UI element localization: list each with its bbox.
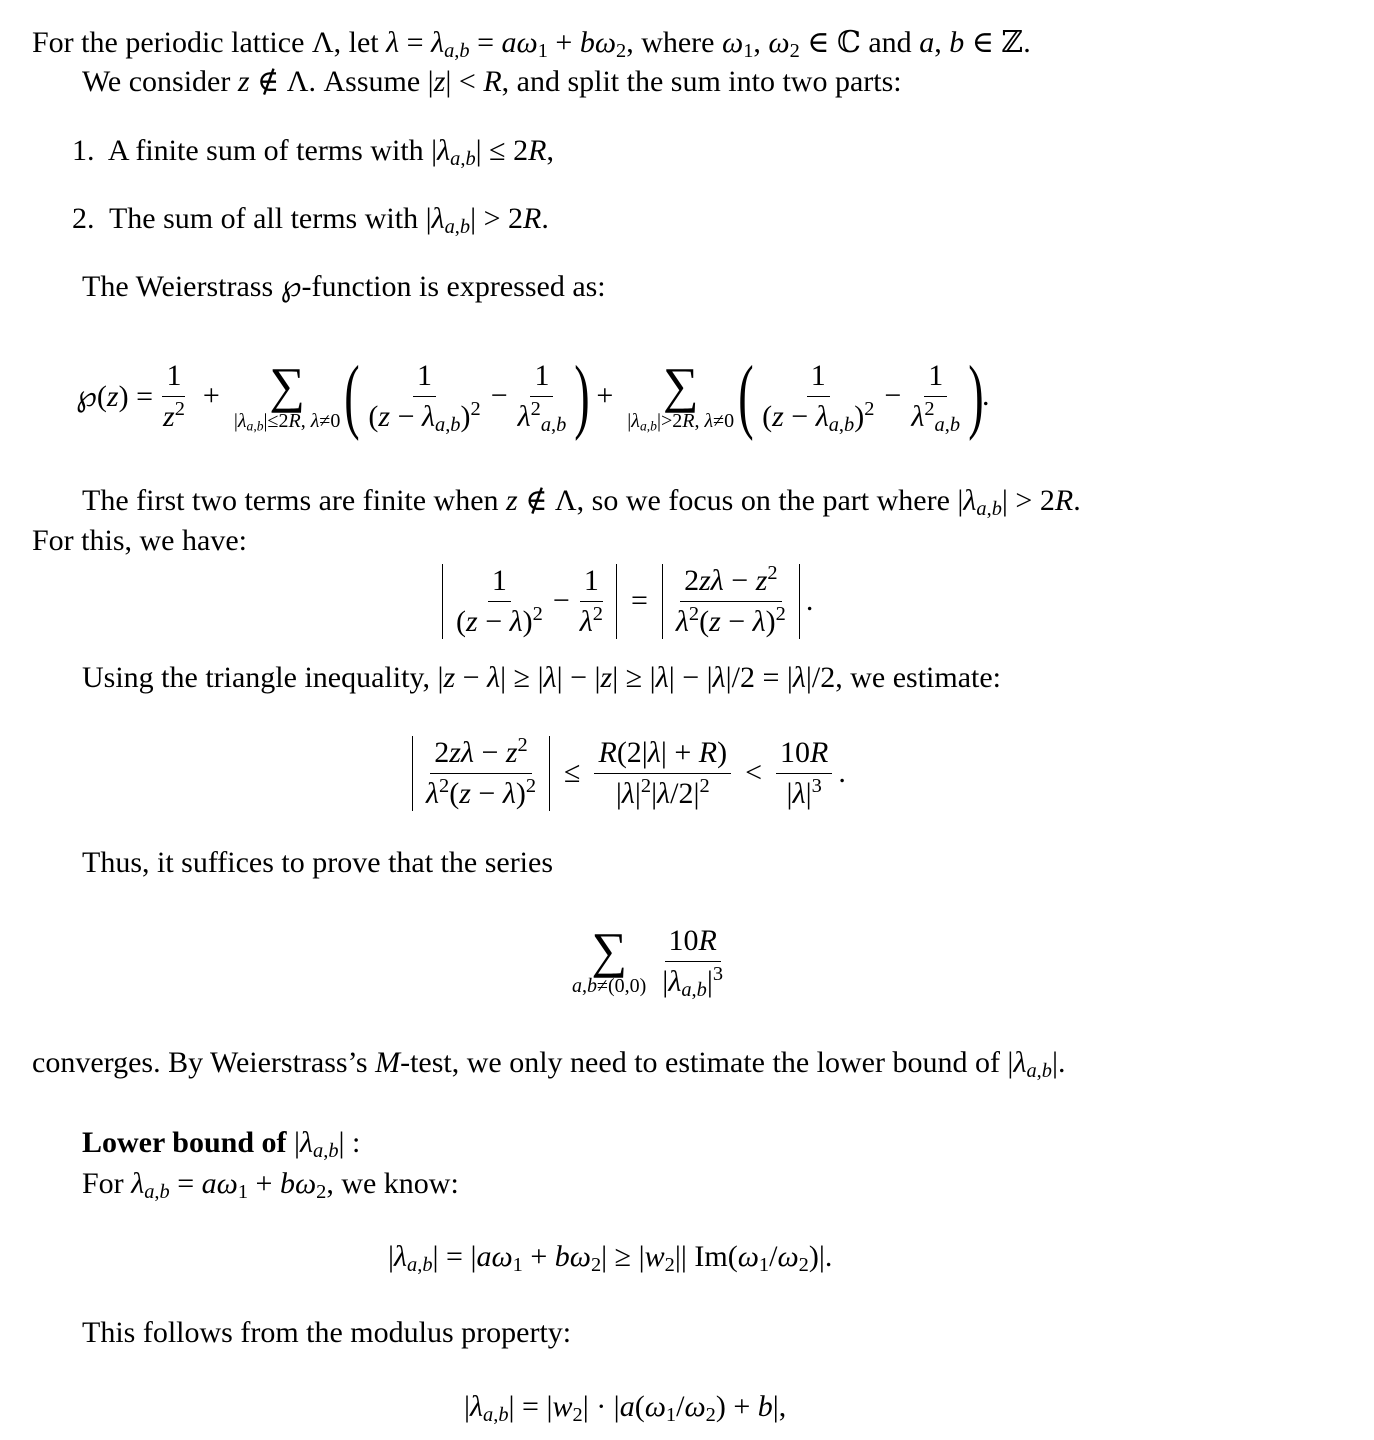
eq1-term2-frac: $\frac{1}{\lambda^2_{a,b}}$ — [517, 358, 567, 436]
equation-estimate: $\frac{2z\lambda - z^2}{\lambda^2(z - \lambda)^2}$ ≤ $\frac{R(2|\lambda| + R)}{|\lambda|^2|\lambda/2|^2}$ < $\frac{10R}{|\lambda|^3}$ . — [406, 728, 846, 818]
equation-modulus: $|\lambda_{a,b}| = |w_2| \cdot |a(\omega_1/\omega_2) + b|$, — [464, 1390, 787, 1427]
list-item-2: 2. The sum of all terms with $|\lambda_{a,b}| > 2R$. — [72, 202, 549, 239]
eq1-first-frac: $\frac{1}{z^2}$ — [163, 358, 185, 433]
thus-line: Thus, it suffices to prove that the series — [82, 846, 554, 879]
para1-line2: We consider z ∉ Λ. Assume |z| < R, and split the sum into two parts: — [82, 65, 902, 98]
equation-weierstrass-p: ℘(z) = $\frac{1}{z^2}$ + ∑ $|\lambda_{a,b}|\le 2R$, λ≠0 ( $\frac{1}{(z - \lambda_{a,b})^2}$ − $\frac{1}{\lambda^2_{a,b}}$ ) + ∑ $|\lambda_{a,b}|>2R$, λ≠0 ( $\frac{1}{(z - \lambda_{a,b})^2}$ − $\frac{1}{\lambda^2_{a,b}}$ ) . — [76, 349, 990, 442]
eq1-term2-frac: $\frac{1}{\lambda^2_{a,b}}$ — [911, 358, 961, 436]
lower-bound-line: For $\lambda_{a,b} = a\omega_1 + b\omega_2$, we know: — [82, 1167, 459, 1204]
para1-line1: For the periodic lattice Λ, let $\lambda = \lambda_{a,b} = a\omega_1 + b\omega_2$, where $\omega_1$, $\omega_2$ ∈ ℂ and a, b ∈ ℤ. — [32, 26, 1031, 63]
eq1-lhs: ℘(z) = — [76, 379, 154, 413]
para2-line2: For this, we have: — [32, 524, 247, 557]
eq2-abs-left: $\frac{1}{(z - \lambda)^2}$ − $\frac{1}{\lambda^2}$ — [442, 564, 617, 639]
modulus-line: This follows from the modulus property: — [82, 1316, 572, 1349]
eq1-term-frac: $\frac{1}{(z - \lambda_{a,b})^2}$ — [368, 358, 481, 436]
equation-difference: $\frac{1}{(z - \lambda)^2}$ − $\frac{1}{\lambda^2}$ = $\frac{2z\lambda - z^2}{\lambda^2(z - \lambda)^2}$ . — [436, 556, 813, 646]
equation-series: ∑ a,b≠(0,0) $\frac{10R}{|\lambda_{a,b}|^3}$ — [572, 922, 724, 1001]
eq1-term-frac: $\frac{1}{(z - \lambda_{a,b})^2}$ — [762, 358, 875, 436]
list-item-1: 1. A finite sum of terms with $|\lambda_{a,b}| \le 2R$, — [72, 134, 554, 171]
list-marker: 2. — [72, 202, 95, 235]
list-marker: 1. — [72, 134, 95, 167]
para2-line1: The first two terms are finite when z ∉ Λ, so we focus on the part where $|\lambda_{a,b}| > 2R$. — [82, 484, 1081, 521]
eq4-sum: ∑ a,b≠(0,0) — [572, 922, 647, 997]
equation-lower-bound: $|\lambda_{a,b}| = |a\omega_1 + b\omega_2| \ge |w_2||$ $Im(\omega_1/\omega_2)|$. — [388, 1240, 833, 1277]
triangle-line: Using the triangle inequality, |z − λ| ≥ |λ| − |z| ≥ |λ| − |λ|/2 = |λ|/2, we estimate: — [82, 661, 1002, 694]
eq3-abs: $\frac{2z\lambda - z^2}{\lambda^2(z - \lambda)^2}$ — [412, 736, 550, 811]
eq2-abs-right: $\frac{2z\lambda - z^2}{\lambda^2(z - \lambda)^2}$ — [662, 564, 800, 639]
eq1-sum-2: ∑ $|\lambda_{a,b}|>2R$, λ≠0 — [627, 357, 735, 434]
weierstrass-intro: The Weierstrass ℘-function is expressed as: — [82, 270, 606, 303]
eq1-sum-1: ∑ $|\lambda_{a,b}|\le 2R$, λ≠0 — [233, 357, 341, 434]
converges-line: converges. By Weierstrass’s M-test, we only need to estimate the lower bound of $|\lambda_{a,b}|$. — [32, 1046, 1066, 1083]
lower-bound-heading: Lower bound of $|\lambda_{a,b}|$ : — [82, 1126, 361, 1163]
